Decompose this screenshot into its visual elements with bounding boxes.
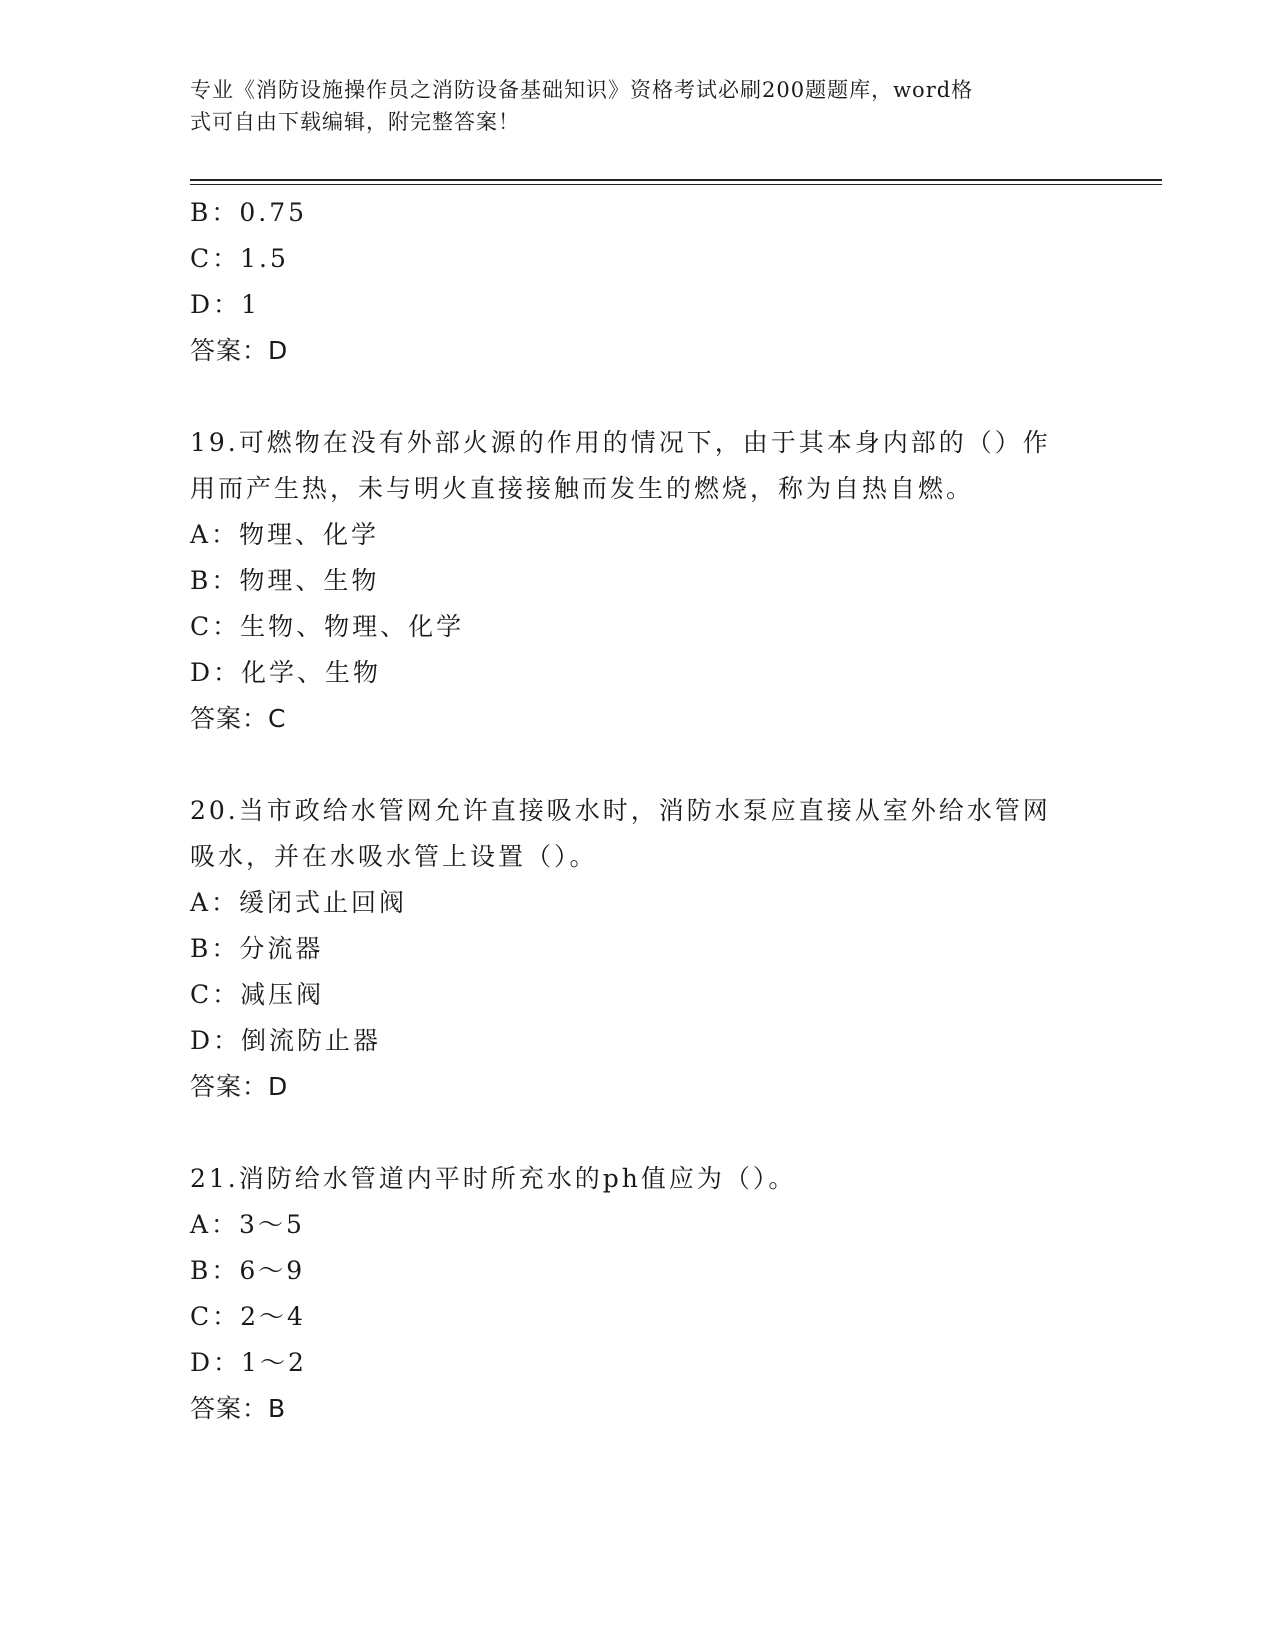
option-a: A：缓闭式止回阀 — [190, 888, 408, 917]
option-c: C：1.5 — [190, 244, 289, 273]
document-body — [190, 190, 1090, 1432]
question-20 — [190, 788, 1090, 1110]
question-text-line: 吸水，并在水吸水管上设置（）。 — [190, 842, 598, 871]
option-c: C：减压阀 — [190, 980, 325, 1009]
option-b: B：物理、生物 — [190, 566, 380, 595]
question-19 — [190, 420, 1090, 742]
option-c: C：2～4 — [190, 1302, 306, 1331]
question-text-line: 用而产生热，未与明火直接接触而发生的燃烧，称为自热自燃。 — [190, 474, 975, 503]
question-21 — [190, 1156, 1090, 1432]
header-divider-thin — [190, 184, 1162, 185]
option-d: D：1 — [190, 290, 260, 319]
answer-line: 答案：D — [190, 1072, 289, 1101]
answer-line: 答案：C — [190, 704, 287, 733]
previous-question-tail — [190, 190, 1090, 374]
question-spacer — [190, 1110, 1090, 1156]
option-c: C：生物、物理、化学 — [190, 612, 465, 641]
answer-line: 答案：B — [190, 1394, 287, 1423]
option-a: A：物理、化学 — [190, 520, 380, 549]
option-b: B：分流器 — [190, 934, 324, 963]
document-header — [190, 74, 1090, 138]
option-d: D：倒流防止器 — [190, 1026, 382, 1055]
option-b: B：0.75 — [190, 198, 308, 227]
option-d: D：1～2 — [190, 1348, 307, 1377]
option-b: B：6～9 — [190, 1256, 306, 1285]
question-text-line: 20.当市政给水管网允许直接吸水时，消防水泵应直接从室外给水管网 — [190, 796, 1051, 825]
header-divider-thick — [190, 179, 1162, 181]
answer-line: 答案：D — [190, 336, 289, 365]
question-text-line: 19.可燃物在没有外部火源的作用的情况下，由于其本身内部的（）作 — [190, 428, 1051, 457]
question-text-line: 21.消防给水管道内平时所充水的ph值应为（）。 — [190, 1164, 797, 1193]
question-spacer — [190, 374, 1090, 420]
option-d: D：化学、生物 — [190, 658, 382, 687]
question-spacer — [190, 742, 1090, 788]
header-line-1: 专业《消防设施操作员之消防设备基础知识》资格考试必刷200题题库，word格 — [190, 78, 974, 102]
header-line-2: 式可自由下载编辑，附完整答案！ — [190, 110, 520, 134]
option-a: A：3～5 — [190, 1210, 305, 1239]
